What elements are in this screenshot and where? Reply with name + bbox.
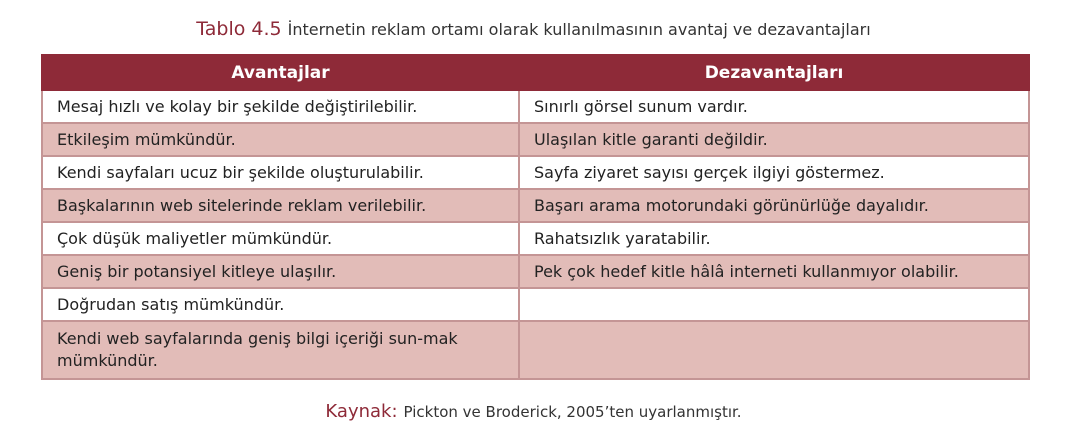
disadvantage-cell: [519, 321, 1029, 379]
source-text: Pickton ve Broderick, 2005’ten uyarlanmıştır.: [403, 403, 742, 421]
advantage-cell: Etkileşim mümkündür.: [42, 123, 519, 156]
source-note: [0, 401, 1067, 422]
advantage-cell: Çok düşük maliyetler mümkündür.: [42, 222, 519, 255]
disadvantage-cell: Rahatsızlık yaratabilir.: [519, 222, 1029, 255]
table-row: [42, 321, 1029, 379]
table-row: [42, 222, 1029, 255]
disadvantage-cell: Pek çok hedef kitle hâlâ interneti kullanmıyor olabilir.: [519, 255, 1029, 288]
caption-text: İnternetin reklam ortamı olarak kullanılmasının avantaj ve dezavantajları: [287, 20, 871, 39]
disadvantage-cell: Başarı arama motorundaki görünürlüğe dayalıdır.: [519, 189, 1029, 222]
advantage-cell: Kendi web sayfalarında geniş bilgi içeriği sun-mak mümkündür.: [42, 321, 519, 379]
disadvantage-cell: Ulaşılan kitle garanti değildir.: [519, 123, 1029, 156]
table-row: [42, 189, 1029, 222]
source-label: Kaynak:: [325, 401, 398, 422]
table-row: [42, 156, 1029, 189]
advantage-cell: Başkalarının web sitelerinde reklam verilebilir.: [42, 189, 519, 222]
advantages-table: [41, 54, 1030, 380]
advantage-cell: Geniş bir potansiyel kitleye ulaşılır.: [42, 255, 519, 288]
header-row: [42, 55, 1029, 90]
disadvantage-cell: Sayfa ziyaret sayısı gerçek ilgiyi göstermez.: [519, 156, 1029, 189]
advantage-cell: Mesaj hızlı ve kolay bir şekilde değiştirilebilir.: [42, 90, 519, 123]
table-row: [42, 288, 1029, 321]
table-caption: [0, 18, 1067, 40]
advantage-cell: Doğrudan satış mümkündür.: [42, 288, 519, 321]
caption-label: Tablo 4.5: [196, 18, 282, 40]
header-advantages: Avantajlar: [42, 55, 519, 90]
header-disadvantages: Dezavantajları: [519, 55, 1029, 90]
disadvantage-cell: [519, 288, 1029, 321]
table-row: [42, 90, 1029, 123]
table-row: [42, 255, 1029, 288]
advantage-cell: Kendi sayfaları ucuz bir şekilde oluşturulabilir.: [42, 156, 519, 189]
disadvantage-cell: Sınırlı görsel sunum vardır.: [519, 90, 1029, 123]
table-row: [42, 123, 1029, 156]
